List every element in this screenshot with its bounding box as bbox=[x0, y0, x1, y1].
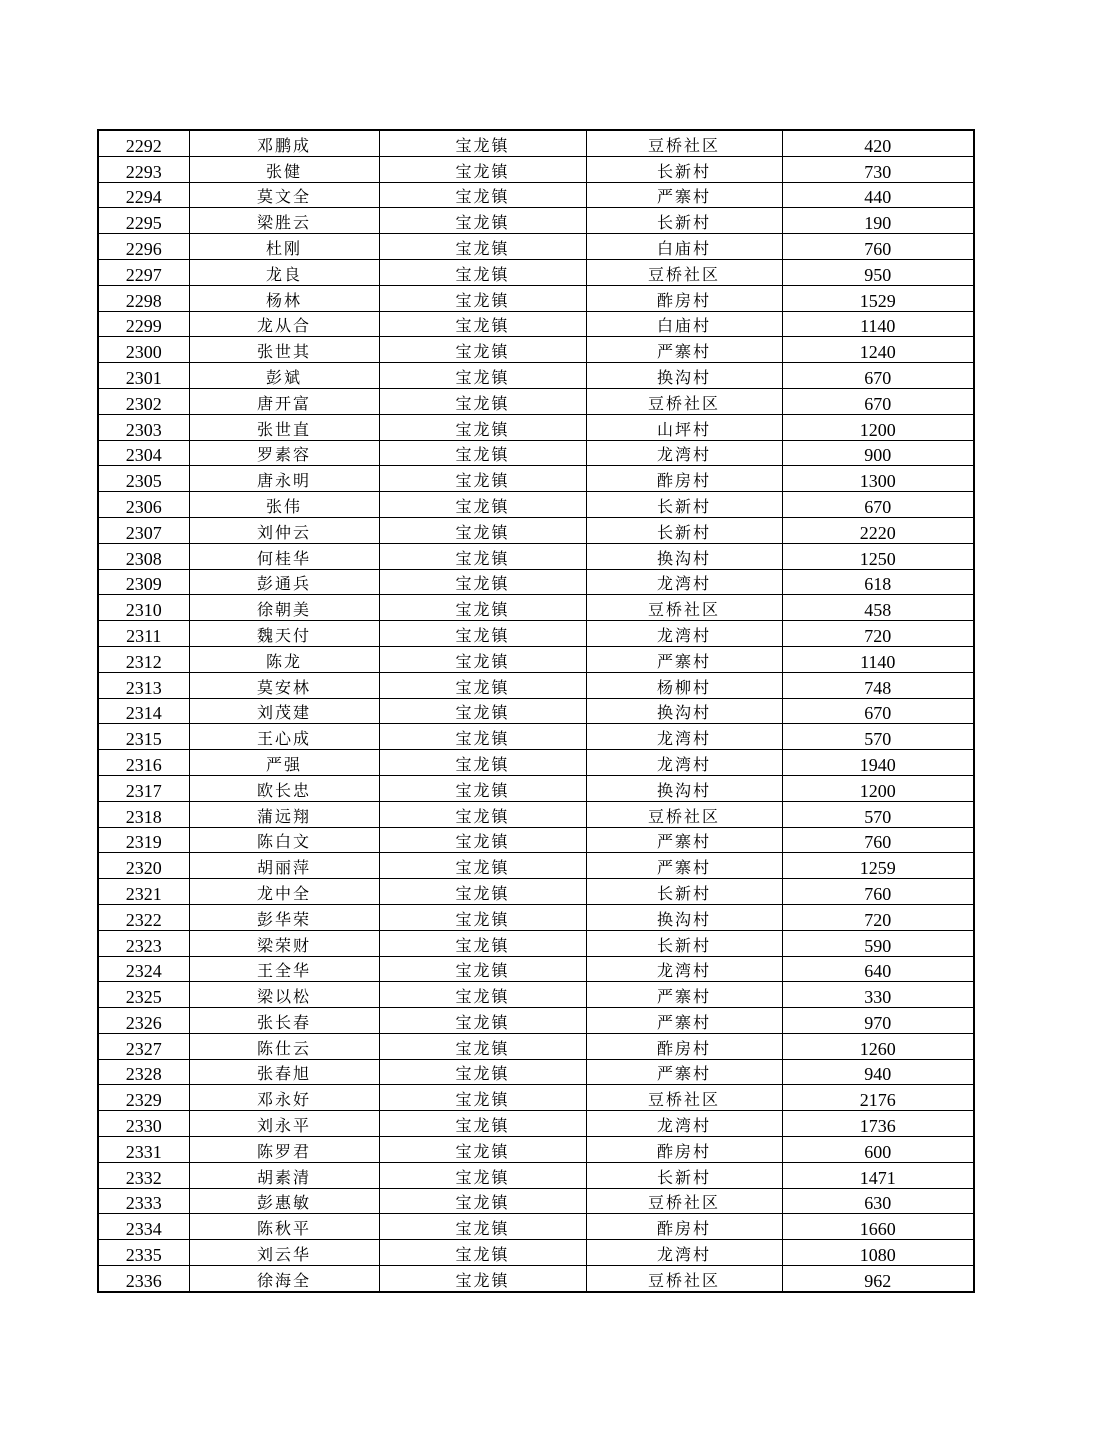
row-number-cell: 2334 bbox=[98, 1214, 189, 1240]
table-body bbox=[98, 130, 974, 1292]
row-number-cell: 2300 bbox=[98, 337, 189, 363]
village-cell: 长新村 bbox=[586, 1162, 782, 1188]
name-cell: 邓永好 bbox=[189, 1085, 379, 1111]
row-number-cell: 2323 bbox=[98, 930, 189, 956]
table-row bbox=[98, 414, 974, 440]
table-row bbox=[98, 750, 974, 776]
name-cell: 张长春 bbox=[189, 1008, 379, 1034]
town-cell: 宝龙镇 bbox=[379, 1033, 586, 1059]
town-cell: 宝龙镇 bbox=[379, 388, 586, 414]
table-row bbox=[98, 646, 974, 672]
table-row bbox=[98, 1033, 974, 1059]
village-cell: 酢房村 bbox=[586, 1137, 782, 1163]
village-cell: 豆桥社区 bbox=[586, 801, 782, 827]
town-cell: 宝龙镇 bbox=[379, 801, 586, 827]
name-cell: 蒲远翔 bbox=[189, 801, 379, 827]
row-number-cell: 2301 bbox=[98, 363, 189, 389]
table-row bbox=[98, 466, 974, 492]
table-row bbox=[98, 1008, 974, 1034]
name-cell: 梁胜云 bbox=[189, 208, 379, 234]
village-cell: 换沟村 bbox=[586, 363, 782, 389]
amount-cell: 1940 bbox=[782, 750, 974, 776]
town-cell: 宝龙镇 bbox=[379, 569, 586, 595]
name-cell: 陈仕云 bbox=[189, 1033, 379, 1059]
town-cell: 宝龙镇 bbox=[379, 259, 586, 285]
amount-cell: 570 bbox=[782, 724, 974, 750]
name-cell: 王全华 bbox=[189, 956, 379, 982]
village-cell: 白庙村 bbox=[586, 234, 782, 260]
row-number-cell: 2320 bbox=[98, 853, 189, 879]
table-row bbox=[98, 879, 974, 905]
town-cell: 宝龙镇 bbox=[379, 440, 586, 466]
name-cell: 欧长忠 bbox=[189, 775, 379, 801]
amount-cell: 1140 bbox=[782, 311, 974, 337]
row-number-cell: 2316 bbox=[98, 750, 189, 776]
amount-cell: 670 bbox=[782, 492, 974, 518]
village-cell: 豆桥社区 bbox=[586, 388, 782, 414]
village-cell: 长新村 bbox=[586, 156, 782, 182]
name-cell: 陈白文 bbox=[189, 827, 379, 853]
row-number-cell: 2327 bbox=[98, 1033, 189, 1059]
amount-cell: 670 bbox=[782, 388, 974, 414]
town-cell: 宝龙镇 bbox=[379, 698, 586, 724]
table-row bbox=[98, 182, 974, 208]
name-cell: 龙良 bbox=[189, 259, 379, 285]
name-cell: 刘永平 bbox=[189, 1111, 379, 1137]
village-cell: 豆桥社区 bbox=[586, 1188, 782, 1214]
row-number-cell: 2304 bbox=[98, 440, 189, 466]
table-row bbox=[98, 1085, 974, 1111]
town-cell: 宝龙镇 bbox=[379, 208, 586, 234]
village-cell: 山坪村 bbox=[586, 414, 782, 440]
table-row bbox=[98, 130, 974, 156]
village-cell: 长新村 bbox=[586, 208, 782, 234]
name-cell: 胡丽萍 bbox=[189, 853, 379, 879]
row-number-cell: 2336 bbox=[98, 1266, 189, 1292]
village-cell: 豆桥社区 bbox=[586, 1085, 782, 1111]
town-cell: 宝龙镇 bbox=[379, 930, 586, 956]
town-cell: 宝龙镇 bbox=[379, 285, 586, 311]
table-row bbox=[98, 1137, 974, 1163]
row-number-cell: 2303 bbox=[98, 414, 189, 440]
row-number-cell: 2335 bbox=[98, 1240, 189, 1266]
table-row bbox=[98, 1059, 974, 1085]
amount-cell: 760 bbox=[782, 827, 974, 853]
name-cell: 陈秋平 bbox=[189, 1214, 379, 1240]
village-cell: 豆桥社区 bbox=[586, 1266, 782, 1292]
amount-cell: 1471 bbox=[782, 1162, 974, 1188]
amount-cell: 440 bbox=[782, 182, 974, 208]
town-cell: 宝龙镇 bbox=[379, 1162, 586, 1188]
name-cell: 彭斌 bbox=[189, 363, 379, 389]
town-cell: 宝龙镇 bbox=[379, 956, 586, 982]
row-number-cell: 2310 bbox=[98, 595, 189, 621]
row-number-cell: 2325 bbox=[98, 982, 189, 1008]
name-cell: 龙中全 bbox=[189, 879, 379, 905]
name-cell: 张健 bbox=[189, 156, 379, 182]
town-cell: 宝龙镇 bbox=[379, 775, 586, 801]
name-cell: 邓鹏成 bbox=[189, 130, 379, 156]
name-cell: 莫文全 bbox=[189, 182, 379, 208]
table-row bbox=[98, 1188, 974, 1214]
name-cell: 徐海全 bbox=[189, 1266, 379, 1292]
village-cell: 严寨村 bbox=[586, 1059, 782, 1085]
amount-cell: 940 bbox=[782, 1059, 974, 1085]
amount-cell: 970 bbox=[782, 1008, 974, 1034]
village-cell: 酢房村 bbox=[586, 1214, 782, 1240]
name-cell: 张世直 bbox=[189, 414, 379, 440]
amount-cell: 1300 bbox=[782, 466, 974, 492]
amount-cell: 760 bbox=[782, 879, 974, 905]
table-row bbox=[98, 1266, 974, 1292]
village-cell: 严寨村 bbox=[586, 982, 782, 1008]
row-number-cell: 2319 bbox=[98, 827, 189, 853]
amount-cell: 630 bbox=[782, 1188, 974, 1214]
village-cell: 龙湾村 bbox=[586, 1111, 782, 1137]
village-cell: 严寨村 bbox=[586, 853, 782, 879]
village-cell: 换沟村 bbox=[586, 698, 782, 724]
row-number-cell: 2311 bbox=[98, 621, 189, 647]
village-cell: 龙湾村 bbox=[586, 1240, 782, 1266]
amount-cell: 1660 bbox=[782, 1214, 974, 1240]
name-cell: 罗素容 bbox=[189, 440, 379, 466]
town-cell: 宝龙镇 bbox=[379, 543, 586, 569]
village-cell: 严寨村 bbox=[586, 827, 782, 853]
amount-cell: 640 bbox=[782, 956, 974, 982]
table-row bbox=[98, 801, 974, 827]
town-cell: 宝龙镇 bbox=[379, 646, 586, 672]
village-cell: 酢房村 bbox=[586, 1033, 782, 1059]
row-number-cell: 2333 bbox=[98, 1188, 189, 1214]
table-row bbox=[98, 775, 974, 801]
table-row bbox=[98, 234, 974, 260]
row-number-cell: 2296 bbox=[98, 234, 189, 260]
village-cell: 严寨村 bbox=[586, 337, 782, 363]
row-number-cell: 2332 bbox=[98, 1162, 189, 1188]
name-cell: 张世其 bbox=[189, 337, 379, 363]
name-cell: 杜刚 bbox=[189, 234, 379, 260]
amount-cell: 618 bbox=[782, 569, 974, 595]
row-number-cell: 2305 bbox=[98, 466, 189, 492]
name-cell: 梁荣财 bbox=[189, 930, 379, 956]
town-cell: 宝龙镇 bbox=[379, 595, 586, 621]
name-cell: 何桂华 bbox=[189, 543, 379, 569]
row-number-cell: 2324 bbox=[98, 956, 189, 982]
town-cell: 宝龙镇 bbox=[379, 182, 586, 208]
town-cell: 宝龙镇 bbox=[379, 621, 586, 647]
village-cell: 龙湾村 bbox=[586, 956, 782, 982]
town-cell: 宝龙镇 bbox=[379, 879, 586, 905]
village-cell: 酢房村 bbox=[586, 466, 782, 492]
town-cell: 宝龙镇 bbox=[379, 466, 586, 492]
name-cell: 刘茂建 bbox=[189, 698, 379, 724]
name-cell: 张伟 bbox=[189, 492, 379, 518]
row-number-cell: 2328 bbox=[98, 1059, 189, 1085]
table-row bbox=[98, 259, 974, 285]
row-number-cell: 2326 bbox=[98, 1008, 189, 1034]
name-cell: 彭惠敏 bbox=[189, 1188, 379, 1214]
amount-cell: 458 bbox=[782, 595, 974, 621]
amount-cell: 748 bbox=[782, 672, 974, 698]
name-cell: 刘仲云 bbox=[189, 517, 379, 543]
town-cell: 宝龙镇 bbox=[379, 311, 586, 337]
name-cell: 王心成 bbox=[189, 724, 379, 750]
table-row bbox=[98, 492, 974, 518]
village-cell: 白庙村 bbox=[586, 311, 782, 337]
town-cell: 宝龙镇 bbox=[379, 234, 586, 260]
row-number-cell: 2322 bbox=[98, 904, 189, 930]
amount-cell: 1250 bbox=[782, 543, 974, 569]
row-number-cell: 2312 bbox=[98, 646, 189, 672]
row-number-cell: 2295 bbox=[98, 208, 189, 234]
row-number-cell: 2318 bbox=[98, 801, 189, 827]
table-row bbox=[98, 285, 974, 311]
town-cell: 宝龙镇 bbox=[379, 156, 586, 182]
table-row bbox=[98, 517, 974, 543]
table-row bbox=[98, 440, 974, 466]
amount-cell: 600 bbox=[782, 1137, 974, 1163]
row-number-cell: 2294 bbox=[98, 182, 189, 208]
amount-cell: 1529 bbox=[782, 285, 974, 311]
row-number-cell: 2309 bbox=[98, 569, 189, 595]
row-number-cell: 2331 bbox=[98, 1137, 189, 1163]
town-cell: 宝龙镇 bbox=[379, 672, 586, 698]
village-cell: 龙湾村 bbox=[586, 621, 782, 647]
table-row bbox=[98, 698, 974, 724]
row-number-cell: 2292 bbox=[98, 130, 189, 156]
amount-cell: 2176 bbox=[782, 1085, 974, 1111]
table-row bbox=[98, 208, 974, 234]
town-cell: 宝龙镇 bbox=[379, 904, 586, 930]
village-cell: 龙湾村 bbox=[586, 750, 782, 776]
village-cell: 严寨村 bbox=[586, 182, 782, 208]
village-cell: 龙湾村 bbox=[586, 569, 782, 595]
amount-cell: 2220 bbox=[782, 517, 974, 543]
row-number-cell: 2317 bbox=[98, 775, 189, 801]
amount-cell: 1259 bbox=[782, 853, 974, 879]
table-row bbox=[98, 1240, 974, 1266]
name-cell: 唐开富 bbox=[189, 388, 379, 414]
table-row bbox=[98, 956, 974, 982]
town-cell: 宝龙镇 bbox=[379, 1085, 586, 1111]
table-row bbox=[98, 904, 974, 930]
data-table bbox=[97, 129, 975, 1293]
amount-cell: 730 bbox=[782, 156, 974, 182]
row-number-cell: 2299 bbox=[98, 311, 189, 337]
name-cell: 胡素清 bbox=[189, 1162, 379, 1188]
amount-cell: 1200 bbox=[782, 775, 974, 801]
table-row bbox=[98, 1214, 974, 1240]
table-row bbox=[98, 1162, 974, 1188]
name-cell: 刘云华 bbox=[189, 1240, 379, 1266]
row-number-cell: 2315 bbox=[98, 724, 189, 750]
village-cell: 龙湾村 bbox=[586, 440, 782, 466]
amount-cell: 900 bbox=[782, 440, 974, 466]
name-cell: 莫安林 bbox=[189, 672, 379, 698]
row-number-cell: 2306 bbox=[98, 492, 189, 518]
row-number-cell: 2329 bbox=[98, 1085, 189, 1111]
town-cell: 宝龙镇 bbox=[379, 853, 586, 879]
town-cell: 宝龙镇 bbox=[379, 492, 586, 518]
name-cell: 陈龙 bbox=[189, 646, 379, 672]
amount-cell: 330 bbox=[782, 982, 974, 1008]
amount-cell: 950 bbox=[782, 259, 974, 285]
table-row bbox=[98, 827, 974, 853]
table-row bbox=[98, 672, 974, 698]
name-cell: 龙从合 bbox=[189, 311, 379, 337]
village-cell: 长新村 bbox=[586, 930, 782, 956]
name-cell: 徐朝美 bbox=[189, 595, 379, 621]
village-cell: 豆桥社区 bbox=[586, 259, 782, 285]
village-cell: 换沟村 bbox=[586, 775, 782, 801]
table-row bbox=[98, 388, 974, 414]
amount-cell: 1080 bbox=[782, 1240, 974, 1266]
amount-cell: 590 bbox=[782, 930, 974, 956]
table-row bbox=[98, 853, 974, 879]
table-row bbox=[98, 569, 974, 595]
town-cell: 宝龙镇 bbox=[379, 1266, 586, 1292]
village-cell: 豆桥社区 bbox=[586, 130, 782, 156]
amount-cell: 670 bbox=[782, 363, 974, 389]
amount-cell: 760 bbox=[782, 234, 974, 260]
row-number-cell: 2297 bbox=[98, 259, 189, 285]
amount-cell: 670 bbox=[782, 698, 974, 724]
amount-cell: 190 bbox=[782, 208, 974, 234]
table-row bbox=[98, 982, 974, 1008]
row-number-cell: 2321 bbox=[98, 879, 189, 905]
amount-cell: 1140 bbox=[782, 646, 974, 672]
village-cell: 换沟村 bbox=[586, 543, 782, 569]
town-cell: 宝龙镇 bbox=[379, 1214, 586, 1240]
name-cell: 唐永明 bbox=[189, 466, 379, 492]
town-cell: 宝龙镇 bbox=[379, 1008, 586, 1034]
village-cell: 龙湾村 bbox=[586, 724, 782, 750]
name-cell: 梁以松 bbox=[189, 982, 379, 1008]
town-cell: 宝龙镇 bbox=[379, 827, 586, 853]
row-number-cell: 2293 bbox=[98, 156, 189, 182]
amount-cell: 1200 bbox=[782, 414, 974, 440]
amount-cell: 962 bbox=[782, 1266, 974, 1292]
name-cell: 杨林 bbox=[189, 285, 379, 311]
table-row bbox=[98, 311, 974, 337]
town-cell: 宝龙镇 bbox=[379, 130, 586, 156]
town-cell: 宝龙镇 bbox=[379, 1059, 586, 1085]
village-cell: 严寨村 bbox=[586, 1008, 782, 1034]
name-cell: 张春旭 bbox=[189, 1059, 379, 1085]
table-row bbox=[98, 337, 974, 363]
amount-cell: 720 bbox=[782, 904, 974, 930]
town-cell: 宝龙镇 bbox=[379, 414, 586, 440]
row-number-cell: 2313 bbox=[98, 672, 189, 698]
name-cell: 魏天付 bbox=[189, 621, 379, 647]
village-cell: 杨柳村 bbox=[586, 672, 782, 698]
name-cell: 彭通兵 bbox=[189, 569, 379, 595]
amount-cell: 1260 bbox=[782, 1033, 974, 1059]
row-number-cell: 2302 bbox=[98, 388, 189, 414]
table-row bbox=[98, 621, 974, 647]
amount-cell: 1240 bbox=[782, 337, 974, 363]
village-cell: 豆桥社区 bbox=[586, 595, 782, 621]
town-cell: 宝龙镇 bbox=[379, 1111, 586, 1137]
village-cell: 严寨村 bbox=[586, 646, 782, 672]
table-row bbox=[98, 595, 974, 621]
town-cell: 宝龙镇 bbox=[379, 750, 586, 776]
village-cell: 长新村 bbox=[586, 492, 782, 518]
village-cell: 酢房村 bbox=[586, 285, 782, 311]
amount-cell: 420 bbox=[782, 130, 974, 156]
table-row bbox=[98, 543, 974, 569]
name-cell: 严强 bbox=[189, 750, 379, 776]
name-cell: 彭华荣 bbox=[189, 904, 379, 930]
row-number-cell: 2308 bbox=[98, 543, 189, 569]
town-cell: 宝龙镇 bbox=[379, 1188, 586, 1214]
row-number-cell: 2314 bbox=[98, 698, 189, 724]
town-cell: 宝龙镇 bbox=[379, 517, 586, 543]
table-row bbox=[98, 1111, 974, 1137]
amount-cell: 570 bbox=[782, 801, 974, 827]
village-cell: 换沟村 bbox=[586, 904, 782, 930]
row-number-cell: 2330 bbox=[98, 1111, 189, 1137]
village-cell: 长新村 bbox=[586, 517, 782, 543]
table-row bbox=[98, 156, 974, 182]
town-cell: 宝龙镇 bbox=[379, 337, 586, 363]
name-cell: 陈罗君 bbox=[189, 1137, 379, 1163]
village-cell: 长新村 bbox=[586, 879, 782, 905]
amount-cell: 1736 bbox=[782, 1111, 974, 1137]
town-cell: 宝龙镇 bbox=[379, 363, 586, 389]
amount-cell: 720 bbox=[782, 621, 974, 647]
row-number-cell: 2307 bbox=[98, 517, 189, 543]
town-cell: 宝龙镇 bbox=[379, 1137, 586, 1163]
town-cell: 宝龙镇 bbox=[379, 1240, 586, 1266]
town-cell: 宝龙镇 bbox=[379, 724, 586, 750]
row-number-cell: 2298 bbox=[98, 285, 189, 311]
town-cell: 宝龙镇 bbox=[379, 982, 586, 1008]
table-row bbox=[98, 363, 974, 389]
table-row bbox=[98, 724, 974, 750]
table-row bbox=[98, 930, 974, 956]
